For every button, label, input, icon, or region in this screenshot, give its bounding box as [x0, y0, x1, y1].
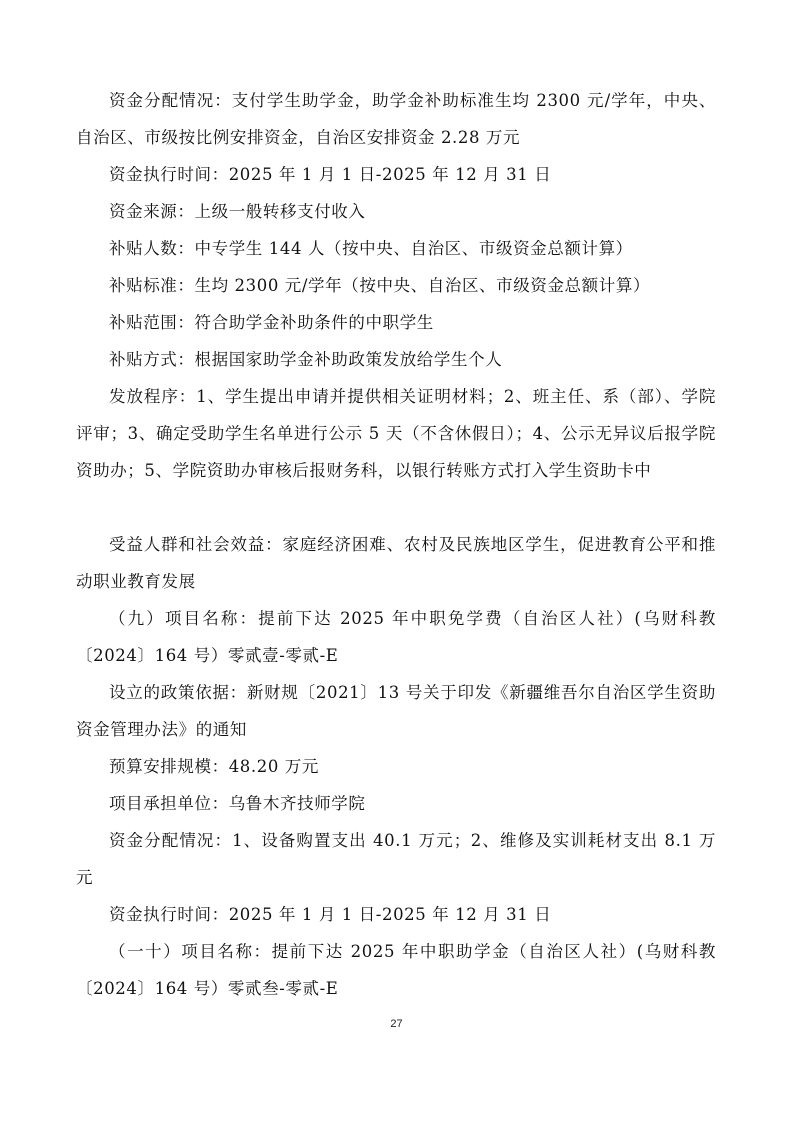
paragraph-budget-scale: 预算安排规模：48.20 万元 — [109, 757, 319, 776]
paragraph-distribution-procedure: 发放程序：1、学生提出申请并提供相关证明材料；2、班主任、系（部）、学院评审；3、确定受助学生名单进行公示 5 天（不含休假日）；4、公示无异议后报学院资助办；5、学院资助办审核后报财务科，以银行转账方式打入学生资助卡中 — [76, 387, 716, 480]
paragraph-subsidy-count: 补贴人数：中专学生 144 人（按中央、自治区、市级资金总额计算） — [109, 239, 633, 258]
paragraph-subsidy-standard: 补贴标准：生均 2300 元/学年（按中央、自治区、市级资金总额计算） — [109, 276, 651, 295]
paragraph-project-10-title: （一十）项目名称：提前下达 2025 年中职助学金（自治区人社）(乌财科教〔2024〕164 号）零贰叁-零贰-E — [76, 942, 716, 998]
paragraph-fund-allocation: 资金分配情况：支付学生助学金，助学金补助标准生均 2300 元/学年，中央、自治区、市级按比例安排资金，自治区安排资金 2.28 万元 — [76, 91, 716, 147]
paragraph-execution-time-2: 资金执行时间：2025 年 1 月 1 日-2025 年 12 月 31 日 — [109, 905, 552, 924]
paragraph-fund-source: 资金来源：上级一般转移支付收入 — [109, 202, 366, 221]
paragraph-undertaking-unit: 项目承担单位：乌鲁木齐技师学院 — [109, 794, 366, 813]
paragraph-subsidy-method: 补贴方式：根据国家助学金补助政策发放给学生个人 — [109, 350, 503, 369]
paragraph-beneficiaries: 受益人群和社会效益：家庭经济困难、农村及民族地区学生，促进教育公平和推动职业教育发展 — [76, 535, 716, 591]
paragraph-project-9-title: （九）项目名称：提前下达 2025 年中职免学费（自治区人社）(乌财科教〔2024〕164 号）零贰壹-零贰-E — [76, 609, 716, 665]
paragraph-subsidy-scope: 补贴范围：符合助学金补助条件的中职学生 — [109, 313, 434, 332]
paragraph-policy-basis: 设立的政策依据：新财规〔2021〕13 号关于印发《新疆维吾尔自治区学生资助资金管理办法》的通知 — [76, 683, 716, 739]
page-number: 27 — [390, 1018, 403, 1030]
paragraph-execution-time: 资金执行时间：2025 年 1 月 1 日-2025 年 12 月 31 日 — [109, 165, 552, 184]
paragraph-fund-allocation-2: 资金分配情况：1、设备购置支出 40.1 万元；2、维修及实训耗材支出 8.1 万元 — [76, 831, 716, 887]
